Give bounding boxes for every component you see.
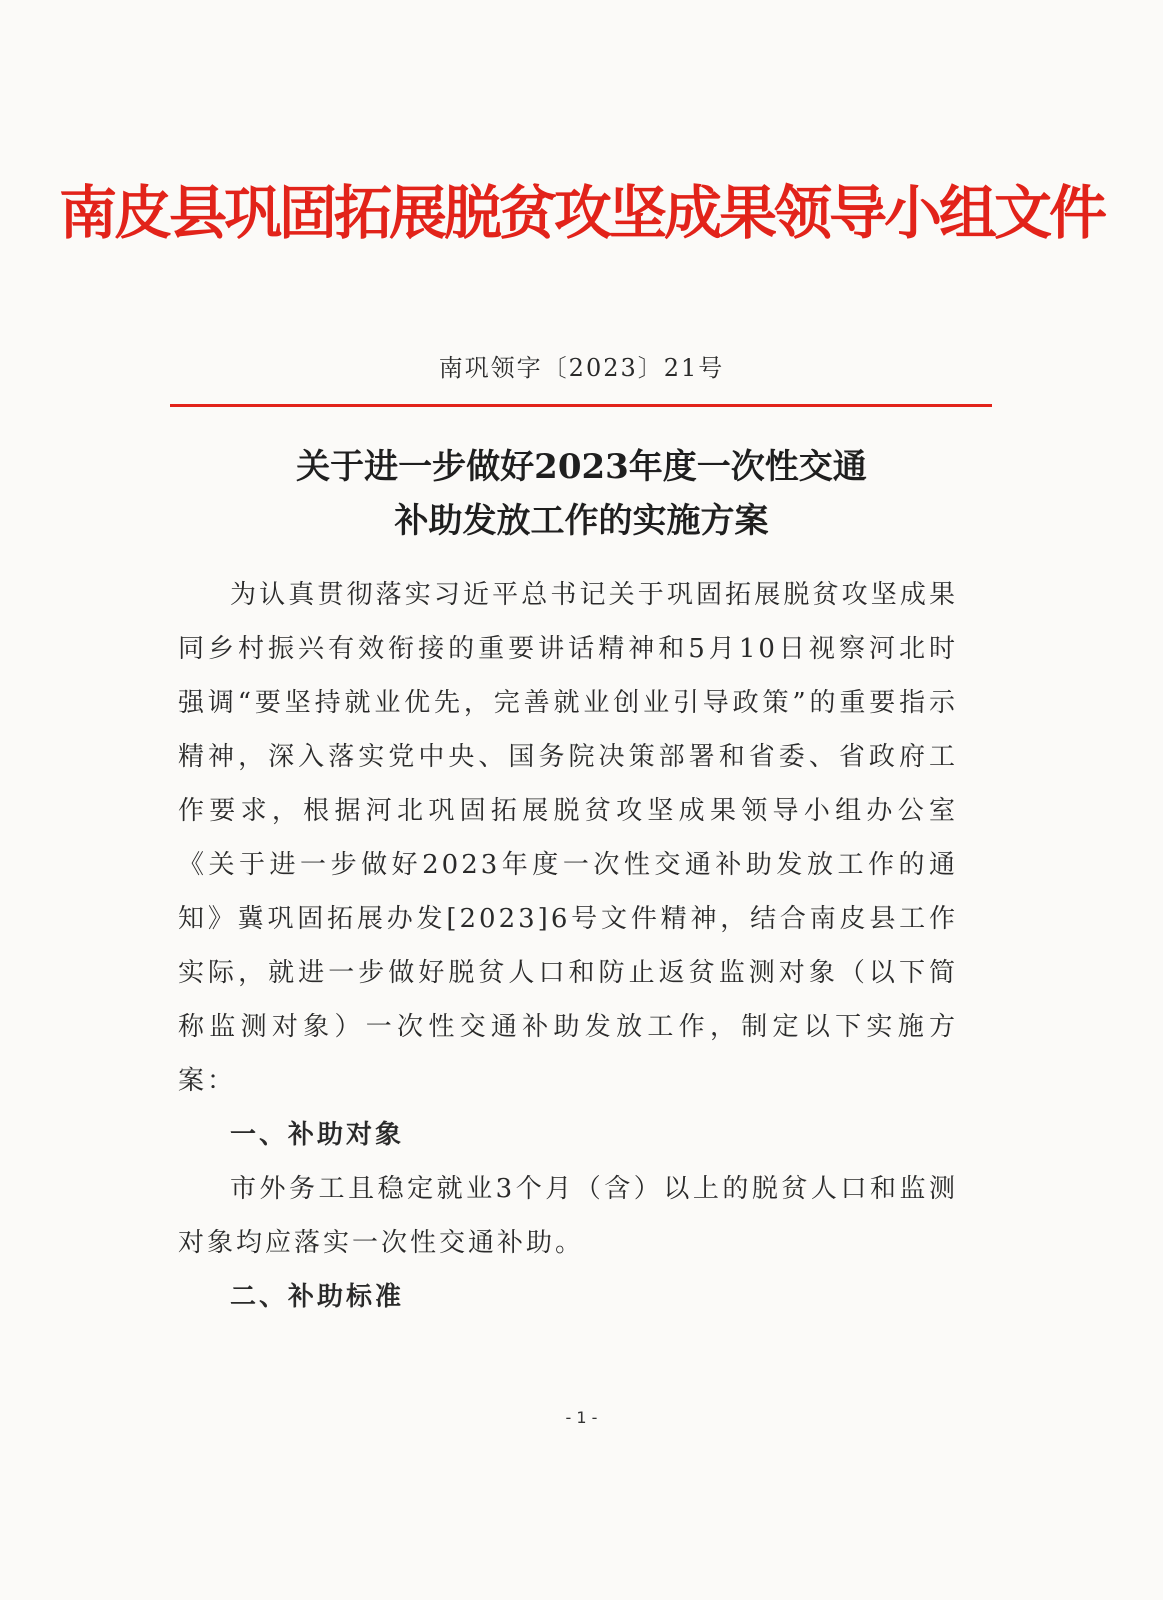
document-body	[178, 568, 958, 1324]
page-number: - 1 -	[565, 1408, 598, 1427]
section-1-paragraph: 市外务工且稳定就业3个月（含）以上的脱贫人口和监测对象均应落实一次性交通补助。	[178, 1174, 958, 1258]
section-1-heading: 一、补助对象	[230, 1120, 405, 1150]
document-number: 南巩领字〔2023〕21号	[438, 354, 725, 382]
section-2-heading: 二、补助标准	[230, 1282, 405, 1312]
document-title	[0, 440, 1163, 548]
document-title-line-1: 关于进一步做好2023年度一次性交通	[296, 447, 867, 487]
intro-paragraph: 为认真贯彻落实习近平总书记关于巩固拓展脱贫攻坚成果同乡村振兴有效衔接的重要讲话精神和5月10日视察河北时强调“要坚持就业优先，完善就业创业引导政策”的重要指示精神，深入落实党中央、国务院决策部署和省委、省政府工作要求，根据河北巩固拓展脱贫攻坚成果领导小组办公室《关于进一步做好2023年度一次性交通补助发放工作的通知》冀巩固拓展办发[2023]6号文件精神，结合南皮县工作实际，就进一步做好脱贫人口和防止返贫监测对象（以下简称监测对象）一次性交通补助发放工作，制定以下实施方案：	[178, 580, 958, 1096]
issuing-authority-header: 南皮县巩固拓展脱贫攻坚成果领导小组文件	[58, 179, 1104, 247]
red-divider-line	[170, 404, 992, 407]
document-title-line-2: 补助发放工作的实施方案	[394, 501, 769, 541]
